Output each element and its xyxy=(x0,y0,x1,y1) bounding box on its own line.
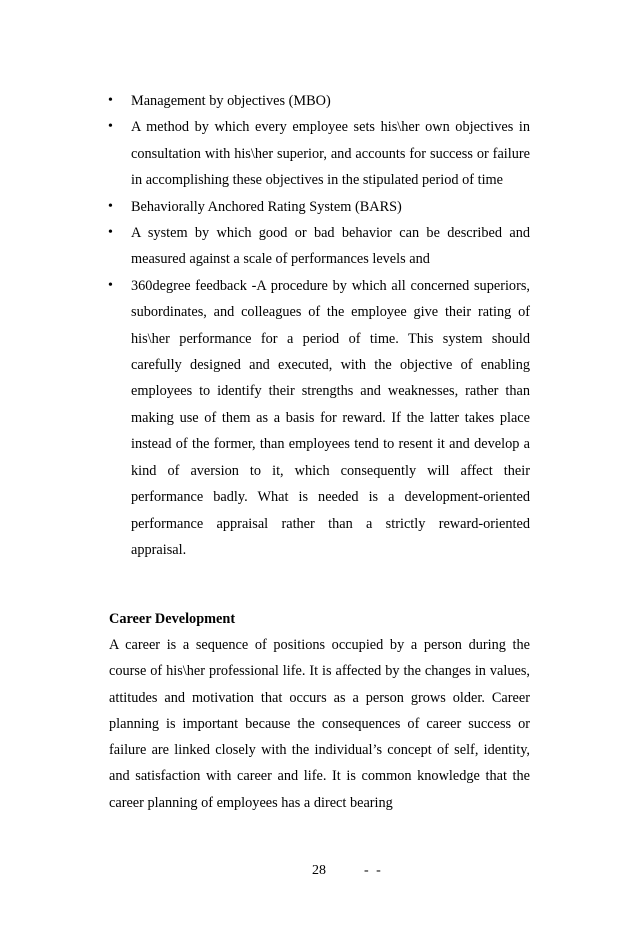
list-item xyxy=(106,88,530,114)
bullet-marker: • xyxy=(108,119,113,135)
list-item xyxy=(106,194,530,220)
list-item-text: Behaviorally Anchored Rating System (BARS) xyxy=(131,198,402,215)
page-number: 28 xyxy=(312,863,326,878)
bullet-marker: • xyxy=(108,93,113,108)
bullet-marker: • xyxy=(108,277,113,293)
list-item-text: A system by which good or bad behavior can be described and measured against a scale of performances levels and xyxy=(131,225,530,268)
list-item xyxy=(106,114,530,193)
section-paragraph: A career is a sequence of positions occupied by a person during the course of his\her professional life. It is affected by the changes in values, attitudes and motivation that occurs as a person grows older. Career planning is important because the consequences of career success or failure are linked closely with the individual’s concept of self, identity, and satisfaction with career and life. It is common knowledge that the career planning of employees has a direct bearing xyxy=(109,637,530,811)
bullet-marker: • xyxy=(108,198,113,214)
list-item-text: Management by objectives (MBO) xyxy=(131,93,331,109)
bullet-list xyxy=(106,88,530,563)
list-item-text: 360degree feedback -A procedure by which all concerned superiors, subordinates, and colleagues of the employee give their rating of his\her performance for a period of time. This system should carefully designed and executed, with the objective of enabling employees to identify their strengths and weaknesses, rather than making use of them as a basis for reward. If the latter takes place instead of the former, than employees tend to resent it and develop a kind of aversion to it, which consequently will affect their performance badly. What is needed is a development-oriented performance appraisal rather than a strictly reward-oriented appraisal. xyxy=(131,277,530,558)
list-item-text: A method by which every employee sets his\her own objectives in consultation with his\her superior, and accounts for success or failure in accomplishing these objectives in the stipulated period of time xyxy=(131,119,530,189)
footer-dashes: - - xyxy=(364,863,383,878)
list-item xyxy=(106,220,530,273)
section-heading: Career Development xyxy=(109,611,236,627)
bullet-marker: • xyxy=(108,225,113,241)
list-item xyxy=(106,273,530,563)
